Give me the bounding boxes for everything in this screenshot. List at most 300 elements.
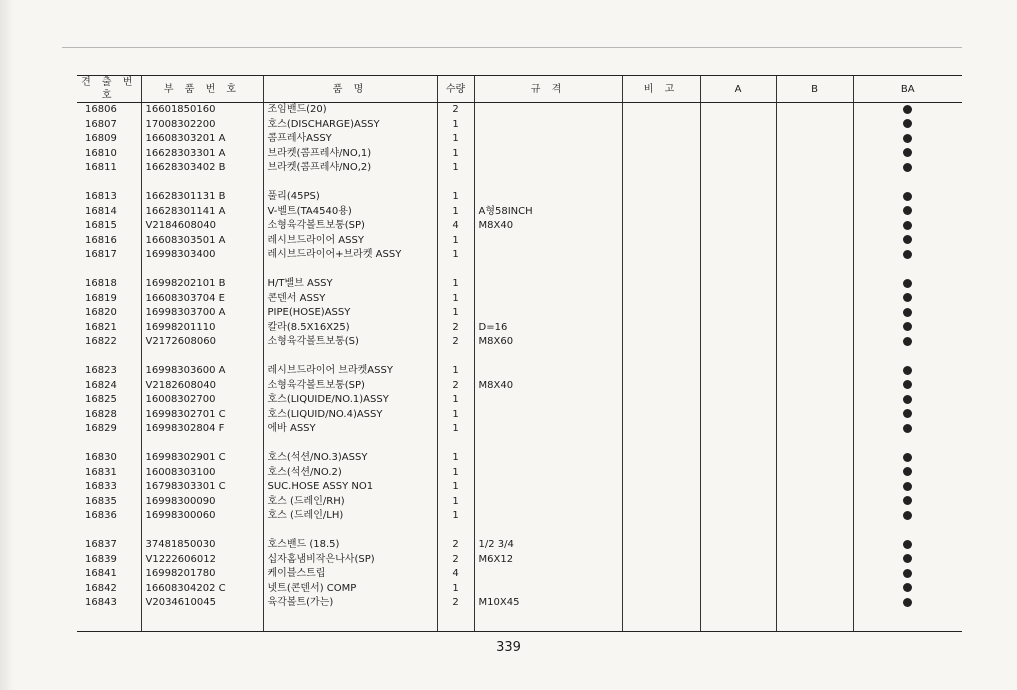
cell-b xyxy=(776,582,853,597)
cell-b xyxy=(776,219,853,234)
cell-ba xyxy=(853,451,962,466)
cell-ba xyxy=(853,292,962,307)
cell-remark xyxy=(622,408,700,423)
cell-name: 레시브드라이어 ASSY xyxy=(263,234,437,249)
cell-qty: 2 xyxy=(437,379,474,394)
cell-a xyxy=(700,118,776,133)
table-row xyxy=(77,161,962,176)
filled-dot-icon xyxy=(903,250,912,259)
cell-remark xyxy=(622,205,700,220)
table-row xyxy=(77,147,962,162)
cell-remark xyxy=(622,176,700,191)
filled-dot-icon xyxy=(903,192,912,201)
cell-part-no: 16998303600 A xyxy=(141,364,263,379)
cell-remark xyxy=(622,161,700,176)
cell-no: 16820 xyxy=(85,307,117,318)
group-spacer xyxy=(77,437,962,452)
cell-b xyxy=(776,190,853,205)
cell-part-no: 16008302700 xyxy=(141,393,263,408)
cell-spec xyxy=(474,408,622,423)
cell-ba xyxy=(853,118,962,133)
filled-dot-icon xyxy=(903,467,912,476)
cell-remark xyxy=(622,219,700,234)
filled-dot-icon xyxy=(903,583,912,592)
header-no: 견 출 번 호 xyxy=(77,76,141,103)
cell-name: 호스(LIQUID/NO.4)ASSY xyxy=(263,408,437,423)
cell-qty xyxy=(437,611,474,632)
cell-b xyxy=(776,350,853,365)
parts-table xyxy=(77,75,962,632)
cell-qty: 1 xyxy=(437,480,474,495)
cell-b xyxy=(776,451,853,466)
cell-b xyxy=(776,379,853,394)
cell-spec xyxy=(474,567,622,582)
cell-remark xyxy=(622,524,700,539)
header-b: B xyxy=(776,76,853,103)
cell-ba xyxy=(853,596,962,611)
cell-spec xyxy=(474,132,622,147)
cell-no: 16810 xyxy=(85,147,117,159)
group-spacer xyxy=(77,524,962,539)
cell-qty: 1 xyxy=(437,451,474,466)
cell-part-no: 16628301141 A xyxy=(141,205,263,220)
cell-ba xyxy=(853,495,962,510)
cell-remark xyxy=(622,292,700,307)
cell-qty: 1 xyxy=(437,364,474,379)
cell-no: 16816 xyxy=(85,234,117,246)
table-row xyxy=(77,234,962,249)
table-row xyxy=(77,596,962,611)
cell-spec xyxy=(474,147,622,162)
cell-qty: 1 xyxy=(437,248,474,263)
group-spacer xyxy=(77,176,962,191)
cell-ba xyxy=(853,466,962,481)
cell-a xyxy=(700,495,776,510)
filled-dot-icon xyxy=(903,569,912,578)
cell-no xyxy=(77,611,141,632)
cell-b xyxy=(776,364,853,379)
cell-ba xyxy=(853,176,962,191)
cell-name: 호스(석션/NO.2) xyxy=(263,466,437,481)
filled-dot-icon xyxy=(903,337,912,346)
table-row xyxy=(77,118,962,133)
cell-no: 16836 xyxy=(85,510,117,521)
cell-spec xyxy=(474,306,622,321)
cell-spec xyxy=(474,350,622,365)
cell-b xyxy=(776,176,853,191)
table-row xyxy=(77,466,962,481)
table-row xyxy=(77,509,962,524)
filled-dot-icon xyxy=(903,293,912,302)
cell-qty xyxy=(437,176,474,191)
header-spec: 규 격 xyxy=(474,76,622,103)
cell-b xyxy=(776,205,853,220)
cell-a xyxy=(700,451,776,466)
header-row xyxy=(77,76,962,103)
cell-a xyxy=(700,219,776,234)
cell-qty: 2 xyxy=(437,103,474,118)
cell-no: 16814 xyxy=(85,205,117,217)
filled-dot-icon xyxy=(903,366,912,375)
cell-name: 칼라(8.5X16X25) xyxy=(263,321,437,336)
cell-name: PIPE(HOSE)ASSY xyxy=(263,306,437,321)
cell-no: 16831 xyxy=(85,466,117,478)
cell-part-no: 16998201780 xyxy=(141,567,263,582)
cell-no: 16811 xyxy=(85,162,117,173)
table-row xyxy=(77,567,962,582)
filled-dot-icon xyxy=(903,235,912,244)
filled-dot-icon xyxy=(903,424,912,433)
cell-name: 육각볼트(가는) xyxy=(263,596,437,611)
cell-part-no: 17008302200 xyxy=(141,118,263,133)
cell-qty: 1 xyxy=(437,205,474,220)
cell-name: 호스 (드레인/RH) xyxy=(263,495,437,510)
cell-no: 16829 xyxy=(85,423,117,434)
cell-spec xyxy=(474,118,622,133)
filled-dot-icon xyxy=(903,511,912,520)
cell-name: 호스(DISCHARGE)ASSY xyxy=(263,118,437,133)
filled-dot-icon xyxy=(903,148,912,157)
cell-part-no xyxy=(141,611,263,632)
cell-remark xyxy=(622,132,700,147)
cell-a xyxy=(700,161,776,176)
cell-part-no: 16008303100 xyxy=(141,466,263,481)
cell-a xyxy=(700,132,776,147)
cell-part-no: 16998302701 C xyxy=(141,408,263,423)
cell-b xyxy=(776,118,853,133)
cell-a xyxy=(700,263,776,278)
cell-name: 에바 ASSY xyxy=(263,422,437,437)
table-row xyxy=(77,205,962,220)
cell-b xyxy=(776,263,853,278)
cell-a xyxy=(700,321,776,336)
cell-spec xyxy=(474,611,622,632)
cell-name: 호스(석션/NO.3)ASSY xyxy=(263,451,437,466)
cell-no: 16825 xyxy=(85,394,117,405)
cell-name xyxy=(263,437,437,452)
cell-remark xyxy=(622,393,700,408)
cell-b xyxy=(776,611,853,632)
header-name: 품 명 xyxy=(263,76,437,103)
cell-ba xyxy=(853,524,962,539)
cell-part-no xyxy=(141,176,263,191)
cell-spec: M8X40 xyxy=(474,379,622,394)
cell-qty: 1 xyxy=(437,118,474,133)
cell-name xyxy=(263,176,437,191)
cell-a xyxy=(700,190,776,205)
cell-ba xyxy=(853,538,962,553)
cell-qty: 1 xyxy=(437,292,474,307)
cell-no: 16819 xyxy=(85,292,117,304)
table-row xyxy=(77,553,962,568)
cell-ba xyxy=(853,205,962,220)
cell-a xyxy=(700,422,776,437)
cell-ba xyxy=(853,480,962,495)
cell-no: 16813 xyxy=(85,191,117,202)
cell-spec xyxy=(474,190,622,205)
group-spacer xyxy=(77,350,962,365)
cell-a xyxy=(700,596,776,611)
filled-dot-icon xyxy=(903,540,912,549)
page-edge-shadow xyxy=(0,0,14,690)
cell-name: H/T밸브 ASSY xyxy=(263,277,437,292)
cell-b xyxy=(776,393,853,408)
cell-no: 16830 xyxy=(85,452,117,463)
cell-part-no: 16628301131 B xyxy=(141,190,263,205)
table-row xyxy=(77,495,962,510)
filled-dot-icon xyxy=(903,206,912,215)
cell-no: 16806 xyxy=(85,104,117,115)
cell-ba xyxy=(853,277,962,292)
cell-name: 넷트(콘덴서) COMP xyxy=(263,582,437,597)
cell-name: 풀리(45PS) xyxy=(263,190,437,205)
cell-a xyxy=(700,234,776,249)
cell-qty xyxy=(437,524,474,539)
cell-qty: 2 xyxy=(437,538,474,553)
cell-part-no: V1222606012 xyxy=(141,553,263,568)
cell-name: 호스밴드 (18.5) xyxy=(263,538,437,553)
cell-spec: M6X12 xyxy=(474,553,622,568)
cell-part-no xyxy=(141,437,263,452)
cell-name: 브라켓(콤프레샤/NO,1) xyxy=(263,147,437,162)
cell-remark xyxy=(622,582,700,597)
cell-qty: 1 xyxy=(437,132,474,147)
cell-b xyxy=(776,466,853,481)
cell-part-no xyxy=(141,263,263,278)
cell-b xyxy=(776,161,853,176)
cell-a xyxy=(700,379,776,394)
cell-b xyxy=(776,437,853,452)
cell-remark xyxy=(622,306,700,321)
table-row xyxy=(77,132,962,147)
cell-qty: 1 xyxy=(437,466,474,481)
cell-name: SUC.HOSE ASSY NO1 xyxy=(263,480,437,495)
cell-no: 16807 xyxy=(85,118,117,130)
cell-no xyxy=(77,437,141,452)
cell-b xyxy=(776,306,853,321)
cell-no: 16842 xyxy=(85,582,117,594)
cell-b xyxy=(776,147,853,162)
cell-qty: 1 xyxy=(437,582,474,597)
cell-qty: 1 xyxy=(437,161,474,176)
cell-part-no xyxy=(141,350,263,365)
cell-remark xyxy=(622,437,700,452)
cell-a xyxy=(700,350,776,365)
cell-part-no: 16798303301 C xyxy=(141,480,263,495)
filled-dot-icon xyxy=(903,163,912,172)
filled-dot-icon xyxy=(903,554,912,563)
cell-remark xyxy=(622,364,700,379)
cell-remark xyxy=(622,538,700,553)
cell-qty: 1 xyxy=(437,147,474,162)
cell-a xyxy=(700,466,776,481)
cell-ba xyxy=(853,379,962,394)
cell-qty xyxy=(437,437,474,452)
cell-part-no: V2182608040 xyxy=(141,379,263,394)
cell-ba xyxy=(853,437,962,452)
header-remark: 비 고 xyxy=(622,76,700,103)
cell-ba xyxy=(853,234,962,249)
table-row xyxy=(77,408,962,423)
cell-spec: 1/2 3/4 xyxy=(474,538,622,553)
cell-spec xyxy=(474,524,622,539)
cell-remark xyxy=(622,103,700,118)
cell-spec xyxy=(474,176,622,191)
cell-part-no: 16608303201 A xyxy=(141,132,263,147)
cell-no: 16818 xyxy=(85,278,117,289)
cell-a xyxy=(700,248,776,263)
table-row xyxy=(77,393,962,408)
table-row xyxy=(77,379,962,394)
table-row xyxy=(77,103,962,118)
cell-spec: M8X40 xyxy=(474,219,622,234)
table-row xyxy=(77,277,962,292)
cell-remark xyxy=(622,379,700,394)
cell-no xyxy=(77,176,141,191)
cell-part-no: 16998202101 B xyxy=(141,277,263,292)
cell-remark xyxy=(622,263,700,278)
cell-name: 브라켓(콤프레샤/NO,2) xyxy=(263,161,437,176)
parts-table-body xyxy=(77,103,962,632)
cell-spec xyxy=(474,263,622,278)
cell-b xyxy=(776,524,853,539)
cell-spec xyxy=(474,582,622,597)
cell-b xyxy=(776,335,853,350)
cell-remark xyxy=(622,350,700,365)
table-row xyxy=(77,321,962,336)
filled-dot-icon xyxy=(903,322,912,331)
cell-b xyxy=(776,495,853,510)
cell-remark xyxy=(622,248,700,263)
cell-part-no: 16998303700 A xyxy=(141,306,263,321)
cell-remark xyxy=(622,335,700,350)
cell-no: 16809 xyxy=(85,133,117,144)
cell-spec xyxy=(474,509,622,524)
cell-remark xyxy=(622,611,700,632)
cell-ba xyxy=(853,147,962,162)
cell-a xyxy=(700,277,776,292)
cell-a xyxy=(700,582,776,597)
cell-ba xyxy=(853,161,962,176)
cell-spec xyxy=(474,292,622,307)
cell-ba xyxy=(853,553,962,568)
cell-b xyxy=(776,408,853,423)
cell-ba xyxy=(853,611,962,632)
cell-a xyxy=(700,611,776,632)
cell-no: 16817 xyxy=(85,249,117,260)
cell-qty: 2 xyxy=(437,553,474,568)
cell-qty: 1 xyxy=(437,306,474,321)
cell-name xyxy=(263,611,437,632)
cell-b xyxy=(776,292,853,307)
cell-qty: 4 xyxy=(437,219,474,234)
cell-a xyxy=(700,509,776,524)
cell-name: 호스 (드레인/LH) xyxy=(263,509,437,524)
cell-ba xyxy=(853,321,962,336)
cell-qty: 1 xyxy=(437,422,474,437)
filled-dot-icon xyxy=(903,221,912,230)
cell-spec xyxy=(474,451,622,466)
cell-name xyxy=(263,350,437,365)
cell-a xyxy=(700,103,776,118)
cell-remark xyxy=(622,495,700,510)
cell-name: V-벨트(TA4540용) xyxy=(263,205,437,220)
cell-name: 조임밴드(20) xyxy=(263,103,437,118)
header-part-no: 부 품 번 호 xyxy=(141,76,263,103)
cell-a xyxy=(700,408,776,423)
cell-qty: 1 xyxy=(437,509,474,524)
table-row xyxy=(77,292,962,307)
cell-part-no: 37481850030 xyxy=(141,538,263,553)
cell-b xyxy=(776,480,853,495)
filled-dot-icon xyxy=(903,453,912,462)
cell-name: 레시브드라이어+브라켓 ASSY xyxy=(263,248,437,263)
cell-name: 콘덴서 ASSY xyxy=(263,292,437,307)
cell-qty: 1 xyxy=(437,234,474,249)
cell-qty: 1 xyxy=(437,408,474,423)
cell-no: 16833 xyxy=(85,481,117,492)
cell-ba xyxy=(853,393,962,408)
cell-ba xyxy=(853,567,962,582)
cell-a xyxy=(700,147,776,162)
cell-remark xyxy=(622,553,700,568)
cell-spec xyxy=(474,161,622,176)
cell-ba xyxy=(853,335,962,350)
cell-b xyxy=(776,553,853,568)
table-row xyxy=(77,364,962,379)
cell-ba xyxy=(853,422,962,437)
filled-dot-icon xyxy=(903,496,912,505)
cell-spec: M10X45 xyxy=(474,596,622,611)
cell-name: 호스(LIQUIDE/NO.1)ASSY xyxy=(263,393,437,408)
cell-b xyxy=(776,132,853,147)
cell-spec xyxy=(474,364,622,379)
page-number: 339 xyxy=(496,640,521,655)
cell-part-no: V2172608060 xyxy=(141,335,263,350)
cell-a xyxy=(700,176,776,191)
cell-ba xyxy=(853,190,962,205)
cell-part-no: 16608303704 E xyxy=(141,292,263,307)
cell-spec xyxy=(474,103,622,118)
cell-part-no xyxy=(141,524,263,539)
cell-ba xyxy=(853,364,962,379)
cell-name: 소형육각볼트보통(S) xyxy=(263,335,437,350)
cell-name xyxy=(263,263,437,278)
table-row xyxy=(77,306,962,321)
cell-part-no: 16998300060 xyxy=(141,509,263,524)
filled-dot-icon xyxy=(903,105,912,114)
cell-remark xyxy=(622,422,700,437)
cell-a xyxy=(700,553,776,568)
cell-a xyxy=(700,567,776,582)
cell-qty: 1 xyxy=(437,190,474,205)
cell-spec: A형58INCH xyxy=(474,205,622,220)
cell-spec xyxy=(474,466,622,481)
cell-qty: 2 xyxy=(437,321,474,336)
cell-part-no: 16608304202 C xyxy=(141,582,263,597)
cell-no: 16824 xyxy=(85,379,117,391)
cell-part-no: 16628303301 A xyxy=(141,147,263,162)
cell-b xyxy=(776,103,853,118)
cell-part-no: 16601850160 xyxy=(141,103,263,118)
cell-remark xyxy=(622,466,700,481)
cell-no: 16837 xyxy=(85,539,117,550)
cell-spec xyxy=(474,248,622,263)
cell-no: 16839 xyxy=(85,553,117,565)
table-filler-row xyxy=(77,611,962,632)
cell-name: 레시브드라이어 브라켓ASSY xyxy=(263,364,437,379)
cell-name: 십자홈냄비작은나사(SP) xyxy=(263,553,437,568)
